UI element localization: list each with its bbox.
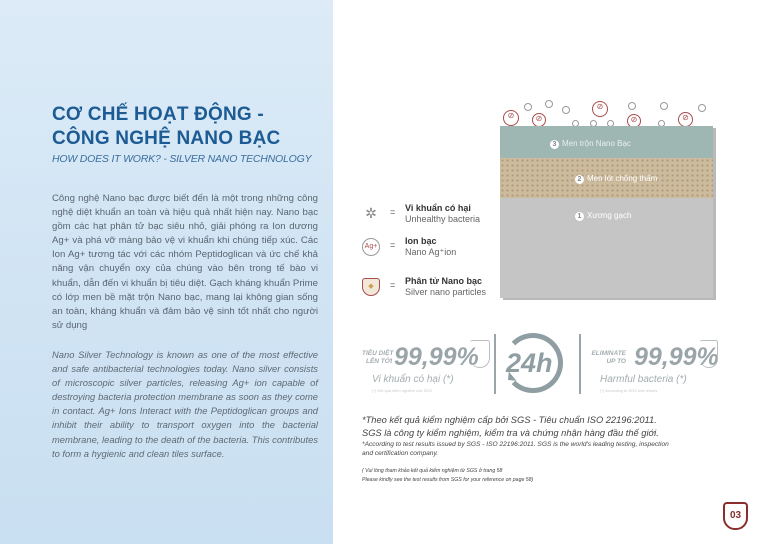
title-line-2: CÔNG NGHỆ NANO BẠC [52,128,281,149]
stat-value: 99,99% [634,343,719,371]
stat-prefix [588,350,626,366]
divider [579,334,581,394]
layer-tile-body [500,198,713,298]
shield-outline-icon [470,340,490,368]
tile-layers-diagram [500,126,713,298]
legend-equals: = [390,240,396,250]
divider [494,334,496,394]
bacteria-icon: ⊘ [503,110,519,126]
bacteria-icon [698,104,706,112]
body-text-english: Nano Silver Technology is known as one of the most effective and safe antibacterial technologies today. Nano silver consists of microscopic silver particles, releasing Ag+ ion capable of destroying bacteria protection membrane as soon as they come in contact. Ag+ Ions Interact with the Peptidoglican groups and inhibit their ability to transport oxygen into the bacterial membrane, leading to the death of the bacteria. This contributes to form a hygienic and clean tiles surface. [52,349,318,459]
stat-prefix-2: UP TO [606,358,626,365]
bacteria-icon [660,102,668,110]
stat-footnote: (*) According to SGS test results [600,388,658,393]
layer-waterproof-glaze [500,158,713,198]
nano-particle-shield-icon: ◆ [362,278,380,296]
bacteria-icon [524,103,532,111]
layer-nano-silver-glaze [500,126,713,158]
layer3-label [550,139,631,149]
stat-caption: Harmful bacteria (*) [600,374,687,385]
stat-caption: Vi khuẩn có hại (*) [372,374,454,385]
stat-footnote: (*) Kết quả kiểm nghiệm của SGS [372,388,433,393]
stat-prefix-2: LÊN TỚI [365,358,392,365]
bacteria-icon [562,106,570,114]
layer1-label [575,211,631,221]
note-sgs-en-2: and certification company. [362,450,439,457]
bacteria-icon [628,102,636,110]
title-line-1: CƠ CHẾ HOẠT ĐỘNG - [52,104,264,125]
layer2-label [575,174,657,184]
stat-prefix [362,350,392,366]
stat-prefix-1: TIÊU DIỆT [362,350,394,357]
stat-prefix-1: ELIMINATE [591,350,626,357]
layer3-number: 3 [550,140,559,149]
note-sgs-vi-2: SGS là công ty kiểm nghiệm, kiểm tra và chứng nhận hàng đầu thế giới. [362,428,659,438]
page-number-badge: 03 [723,502,748,530]
note-reference-vi: ( Vui lòng tham khảo kết quả kiểm nghiệm từ SGS ở trang 58 [362,468,503,474]
legend-label-vi: Vi khuẩn có hại [405,203,471,213]
stat-value: 99,99% [394,343,479,371]
page-subtitle: HOW DOES IT WORK? - SILVER NANO TECHNOLOGY [52,153,312,165]
note-reference-en: Please kindly see the test results from SGS for your reference on page 58) [362,477,534,483]
shield-outline-icon [700,340,718,368]
legend-label-en: Unhealthy bacteria [405,214,481,224]
layer2-number: 2 [575,175,584,184]
bacteria-icon: ⊘ [678,112,693,127]
layer3-text: Men trộn Nano Bạc [562,139,631,148]
layer2-text: Men lót chống thấm [587,174,658,183]
layer1-number: 1 [575,212,584,221]
legend-equals: = [390,207,396,217]
stat-24h [503,333,563,393]
bacteria-icon: ⊘ [592,101,608,117]
body-text-vietnamese: Công nghệ Nano bạc được biết đến là một trong những công nghệ diệt khuẩn an toàn và hiệu quả nhất hiện nay. Nano bạc gồm các hạt phân tử bạc siêu nhỏ, giải phóng ra Ion dương Ag+ và phá vỡ màng bảo vệ vi khuẩn khi chúng tiếp xúc. Các Ion Ag+ tương tác với các nhóm Peptidoglican và ức chế khả năng vận chuyển oxy của chúng vào bên trong tế bào vi khuẩn, dẫn đến vi khuẩn bị tiêu diệt. Gạch kháng khuẩn Prime có lớp men bề mặt trộn Nano bạc, mang lại không gian sống an toàn, kháng khuẩn và đảm bảo vệ sinh tốt nhất cho người sử dụng [52,193,318,331]
bacteria-icon: ⊘ [627,114,641,128]
bacteria-icon: ⊘ [532,113,546,127]
legend-label-vi: Phân tử Nano bạc [405,276,483,286]
silver-ion-icon: Ag+ [362,238,380,256]
page-title [52,103,280,151]
bacteria-icon: ✲ [365,205,377,221]
note-sgs-vi-1: *Theo kết quả kiểm nghiệm cấp bởi SGS - Tiêu chuẩn ISO 22196:2011. [362,415,657,425]
legend-equals: = [390,280,396,290]
layer1-text: Xương gạch [587,211,632,220]
note-sgs-en-1: *According to test results issued by SGS - ISO 22196:2011. SGS is the world's leading testing, inspection [362,441,669,448]
legend-label-en: Nano Ag⁺ion [405,247,457,257]
bacteria-icon [545,100,553,108]
legend-label-vi: Ion bạc [405,236,437,246]
legend-label-en: Silver nano particles [405,287,487,297]
stat-24h-value: 24h [506,348,553,378]
